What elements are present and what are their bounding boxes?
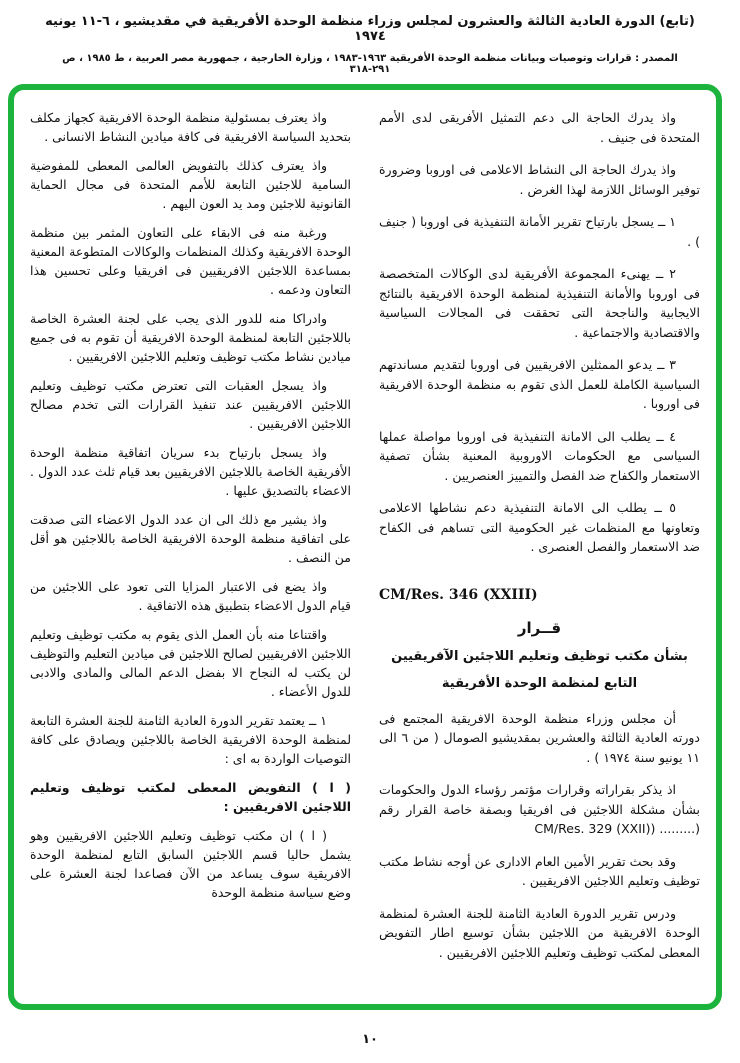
paragraph: واذ يعترف كذلك بالتفويض العالمى المعطى للمفوضية السامية للاجئين التابعة للأمم المتحدة فى مجال الحماية القانونية للاجئين ومد يد العون اليهم .	[30, 158, 351, 211]
header-session-title: (تابع) الدورة العادية الثالثة والعشرون لمجلس وزراء منظمة الوحدة الأفريقية في مقديشيو ، ٦-١١ يونيه ١٩٧٤	[45, 14, 695, 44]
resolution-reference: CM/Res. 346 (XXIII)	[379, 586, 538, 603]
resolution-subtitle-1: بشأن مكتب توظيف وتعليم اللاجئين الآفريقيين	[391, 648, 688, 664]
paragraph: واذ يشير مع ذلك الى ان عدد الدول الاعضاء التى صدقت على اتفاقية منظمة الوحدة الافريقية الخاصة باللاجئين هو أقل من النصف .	[30, 512, 351, 565]
resolution-subtitle-2: التابع لمنظمة الوحدة الأفريقية	[441, 675, 638, 691]
paragraph: ودرس تقرير الدورة العادية الثامنة للجنة العشرة لمنظمة الوحدة الافريقية من اللاجئين بشأن توسيع اطار التفويض المعطى لمكتب توظيف وتعليم اللاجئين الافريقيين .	[379, 905, 700, 960]
paragraph: ٣ ــ يدعو الممثلين الافريقيين فى اوروبا لتقديم مساندتهم السياسية الكاملة للعمل الذى تقوم به منظمة الوحدة الافريقية فى اوروبا .	[379, 357, 700, 411]
paragraph: وادراكا منه للدور الذى يجب على لجنة العشرة الخاصة باللاجئين التابعة لمنظمة الوحدة الافريقية أن تقوم به فى جميع ميادين نشاط مكتب توظيف وتعليم اللاجئين الافريقيين .	[30, 311, 351, 364]
column-right	[379, 108, 700, 994]
paragraph: أن مجلس وزراء منظمة الوحدة الافريقية المجتمع فى دورته العادية الثالثة والعشرين بمقديشيو الصومال ( من ٦ الى ١١ يونيو سنة ١٩٧٤ ) .	[379, 710, 700, 765]
paragraph: اذ يذكر بقراراته وقرارات مؤتمر رؤساء الدول والحكومات بشأن مشكلة اللاجئين فى افريقيا وبصفة خاصة القرار رقم (......... (CM/Res. 329 (XXII)	[379, 782, 700, 836]
paragraph: ٤ ــ يطلب الى الامانة التنفيذية فى اوروبا مواصلة عملها السياسى مع الحكومات الاوروبية المعنية بشأن تصفية الاستعمار والكفاح ضد الفصل والتمييز العنصريين .	[379, 428, 700, 483]
paragraph: ١ ــ يسجل بارتياح تقرير الأمانة التنفيذية فى اوروبا ( جنيف ) .	[379, 214, 700, 249]
paragraph: واذ يسجل العقبات التى تعترض مكتب توظيف وتعليم اللاجئين الافريقيين عند تنفيذ القرارات التى تخدم مصالح اللاجئين الافريقيين .	[30, 378, 351, 431]
paragraph: ١ ــ يعتمد تقرير الدورة العادية الثامنة للجنة العشرة التابعة لمنظمة الوحدة الافريقية الخاصة باللاجئين ويصادق على كافة التوصيات الواردة به اى :	[30, 713, 351, 766]
page-header	[0, 14, 740, 75]
document-frame	[8, 84, 722, 1010]
text-columns	[30, 108, 700, 994]
header-source-line: المصدر : قرارات وتوصيات وبيانات منظمة الوحدة الأفريقية ١٩٦٣-١٩٨٣ ، وزارة الخارجية ، جمهورية مصر العربية ، ط ١٩٨٥ ، ص ٢٩١-٣١٨	[62, 53, 678, 75]
paragraph: ( ا ) ان مكتب توظيف وتعليم اللاجئين الافريقيين وهو يشمل حاليا قسم اللاجئين السابق التابع لمنظمة الوحدة الافريقية سوف يساعد من الآن فصاعدا لجنة العشرة على وضع سياسة منظمة الوحدة	[30, 828, 351, 900]
paragraph: واذ يعترف بمسئولية منظمة الوحدة الافريقية كجهاز مكلف بتحديد السياسة الافريقية فى كافة ميادين النشاط الانسانى .	[30, 110, 351, 144]
paragraph: ٢ ــ يهنىء المجموعة الأفريقية لدى الوكالات المتخصصة فى اوروبا والأمانة التنفيذية لمنظمة الوحدة الافريقية بالنتائج الايجابية والناجحة التى تحققت فى المجالات السياسية والاقتصادية والاجتماعية .	[379, 266, 700, 340]
paragraph: واذ يسجل بارتياح بدء سريان اتفاقية منظمة الوحدة الأفريقية الخاصة باللاجئين الافريقيين بعد قيام ثلث عدد الدول . الاعضاء بالتصديق عليها .	[30, 445, 351, 498]
paragraph: ورغبة منه فى الابقاء على التعاون المثمر بين منظمة الوحدة الافريقية وكذلك المنظمات والوكالات المتطوعة المعنية بمساعدة اللاجئين الافريقيين فى افريقيا وعلى تحسين هذا التعاون ودعمه .	[30, 225, 351, 297]
bold-sub-item: ( ا ) التفويض المعطى لمكتب توظيف وتعليم اللاجئين الافريقيين :	[30, 780, 351, 814]
paragraph: واذ يدرك الحاجة الى دعم التمثيل الأفريقى لدى الأمم المتحدة فى جنيف .	[379, 110, 700, 145]
resolution-title: قــرار	[517, 618, 562, 637]
paragraph: ٥ ــ يطلب الى الامانة التنفيذية دعم نشاطها الاعلامى وتعاونها مع المنظمات غير الحكومية التى تساهم فى الكفاح ضد الاستعمار والفصل العنصرى .	[379, 500, 700, 554]
paragraph: واذ يدرك الحاجة الى النشاط الاعلامى فى اوروبا وضرورة توفير الوسائل اللازمة لهذا الغرض .	[379, 162, 700, 197]
page-number: ١٠	[362, 1032, 378, 1047]
paragraph: واقتناعا منه بأن العمل الذى يقوم به مكتب توظيف وتعليم اللاجئين الافريقيين لصالح اللاجئين فى ميادين التعليم والتوظيف لن يكتب له النجاح الا بفضل الدعم المالى والمادى والادبى للدول الأعضاء .	[30, 627, 351, 699]
paragraph: واذ يضع فى الاعتبار المزايا التى تعود على اللاجئين من قيام الدول الاعضاء بتطبيق هذه الاتفاقية .	[30, 579, 351, 613]
column-left	[30, 108, 351, 994]
paragraph: وقد بحث تقرير الأمين العام الادارى عن أوجه نشاط مكتب توظيف وتعليم اللاجئين الافريقيين .	[379, 853, 700, 888]
